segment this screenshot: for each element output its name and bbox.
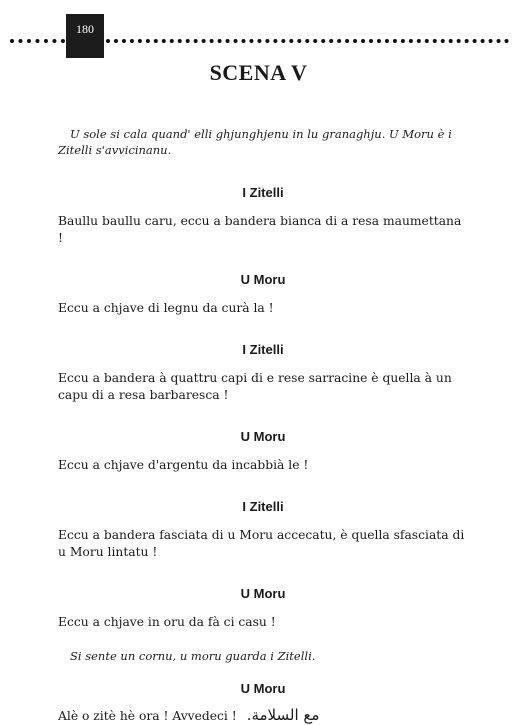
arabic-farewell: مع السلامة. [246, 706, 320, 724]
dialogue-line: Eccu a chjave d'argentu da incabbià le ! [58, 458, 309, 472]
stage-direction-intro: U sole si cala quand' elli ghjunghjenu in lu granaghju. U Moru è i Zitelli s'avvicinanu. [58, 127, 452, 157]
speaker-name: U Moru [240, 429, 286, 444]
dialogue-line: Eccu a chjave in oru da fà ci casu ! [58, 615, 276, 629]
stage-direction-horn: Si sente un cornu, u moru guarda i Zitelli. [70, 649, 316, 663]
speaker-name: I Zitelli [242, 185, 284, 200]
page-number: 180 [76, 22, 94, 36]
dialogue-line: Eccu a bandera à quattru capi di e rese sarracine è quella à un capu di a resa barbaresca ! [58, 371, 452, 402]
speaker-name: I Zitelli [242, 499, 284, 514]
header-dotted-rule-left [10, 39, 65, 43]
speaker-name: U Moru [240, 586, 286, 601]
dialogue-line: Eccu a chjave di legnu da curà la ! [58, 301, 274, 315]
dialogue-line: Eccu a bandera fasciata di u Moru accecatu, è quella sfasciata di u Moru lintatu ! [58, 528, 465, 559]
speaker-name: U Moru [240, 272, 286, 287]
dialogue-line-final [58, 707, 468, 725]
header-dotted-rule-right [106, 39, 509, 43]
page-number-badge [66, 14, 104, 58]
final-line-text: Alè o zitè hè ora ! Avvedeci ! [58, 709, 237, 723]
dialogue-line: Baullu baullu caru, eccu a bandera bianca di a resa maumettana ! [58, 214, 462, 245]
scene-title: SCENA V [209, 60, 308, 85]
script-body [58, 126, 468, 725]
speaker-name: U Moru [240, 681, 286, 696]
speaker-name: I Zitelli [242, 342, 284, 357]
